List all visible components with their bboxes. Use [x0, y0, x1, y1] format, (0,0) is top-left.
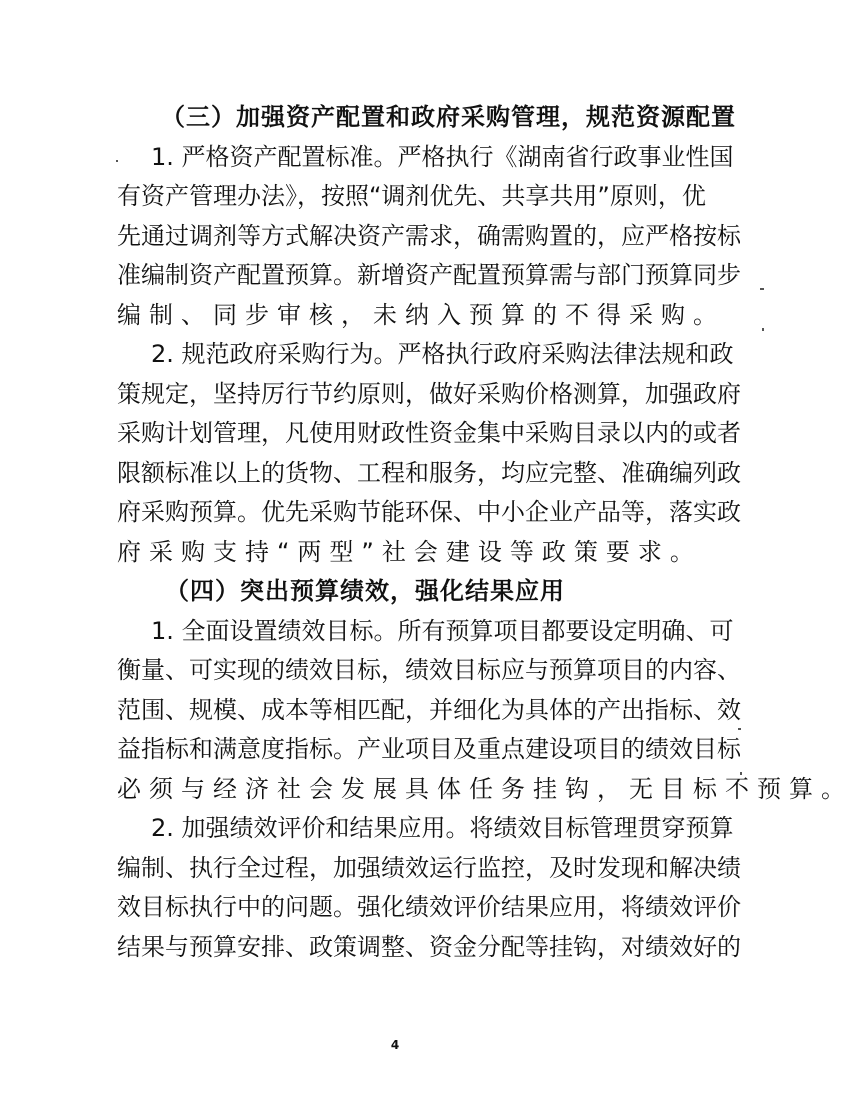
scan-speck — [760, 288, 764, 290]
text-line: 1. 严格资产配置标准。严格执行《湖南省行政事业性国 — [151, 142, 734, 171]
text-line: 结果与预算安排、政策调整、资金分配等挂钩，对绩效好的 — [117, 932, 741, 961]
text-line: 2. 规范政府采购行为。严格执行政府采购法律法规和政 — [151, 340, 734, 368]
paragraph-asset-standards — [117, 138, 741, 336]
text-line: 府采购预算。优先采购节能环保、中小企业产品等，落实政 — [117, 498, 741, 526]
section-heading-3: （三）加强资产配置和政府采购管理，规范资源配置 — [161, 103, 736, 131]
text-line: 益指标和满意度指标。产业项目及重点建设项目的绩效目标 — [117, 735, 741, 763]
scan-speck — [116, 160, 118, 162]
section-heading-4: （四）突出预算绩效，强化结果应用 — [165, 577, 565, 605]
text-line: 采购计划管理，凡使用财政性资金集中采购目录以内的或者 — [117, 419, 741, 447]
page-body — [117, 98, 853, 967]
paragraph-performance-goals — [117, 612, 853, 810]
text-line: 必须与经济社会发展具体任务挂钩，无目标不预算。 — [117, 774, 853, 803]
text-line: 准编制资产配置预算。新增资产配置预算需与部门预算同步 — [117, 261, 741, 289]
scan-speck — [738, 728, 741, 730]
scan-speck — [762, 328, 764, 331]
text-line: 衡量、可实现的绩效目标，绩效目标应与预算项目的内容、 — [117, 656, 741, 684]
text-line: 编制、执行全过程，加强绩效运行监控，及时发现和解决绩 — [117, 853, 741, 882]
text-line: 2. 加强绩效评价和结果应用。将绩效目标管理贯穿预算 — [151, 814, 734, 842]
text-line: 编制、同步审核，未纳入预算的不得采购。 — [117, 300, 725, 329]
text-line: 府采购支持“两型”社会建设等政策要求。 — [117, 537, 702, 566]
text-line: 效目标执行中的问题。强化绩效评价结果应用，将绩效评价 — [117, 893, 741, 921]
page-number: 4 — [390, 1038, 400, 1052]
text-line: 限额标准以上的货物、工程和服务，均应完整、准确编列政 — [117, 458, 741, 487]
text-line: 先通过调剂等方式解决资产需求，确需购置的，应严格按标 — [117, 221, 741, 250]
text-line: 1. 全面设置绩效目标。所有预算项目都要设定明确、可 — [151, 616, 734, 645]
paragraph-procurement — [117, 335, 741, 572]
text-line: 策规定，坚持厉行节约原则，做好采购价格测算，加强政府 — [117, 379, 741, 408]
paragraph-performance-evaluation — [117, 809, 741, 967]
text-line: 范围、规模、成本等相匹配，并细化为具体的产出指标、效 — [117, 695, 741, 724]
scan-speck — [740, 772, 742, 775]
text-line: 有资产管理办法》，按照“调剂优先、共享共用”原则，优 — [117, 182, 706, 210]
